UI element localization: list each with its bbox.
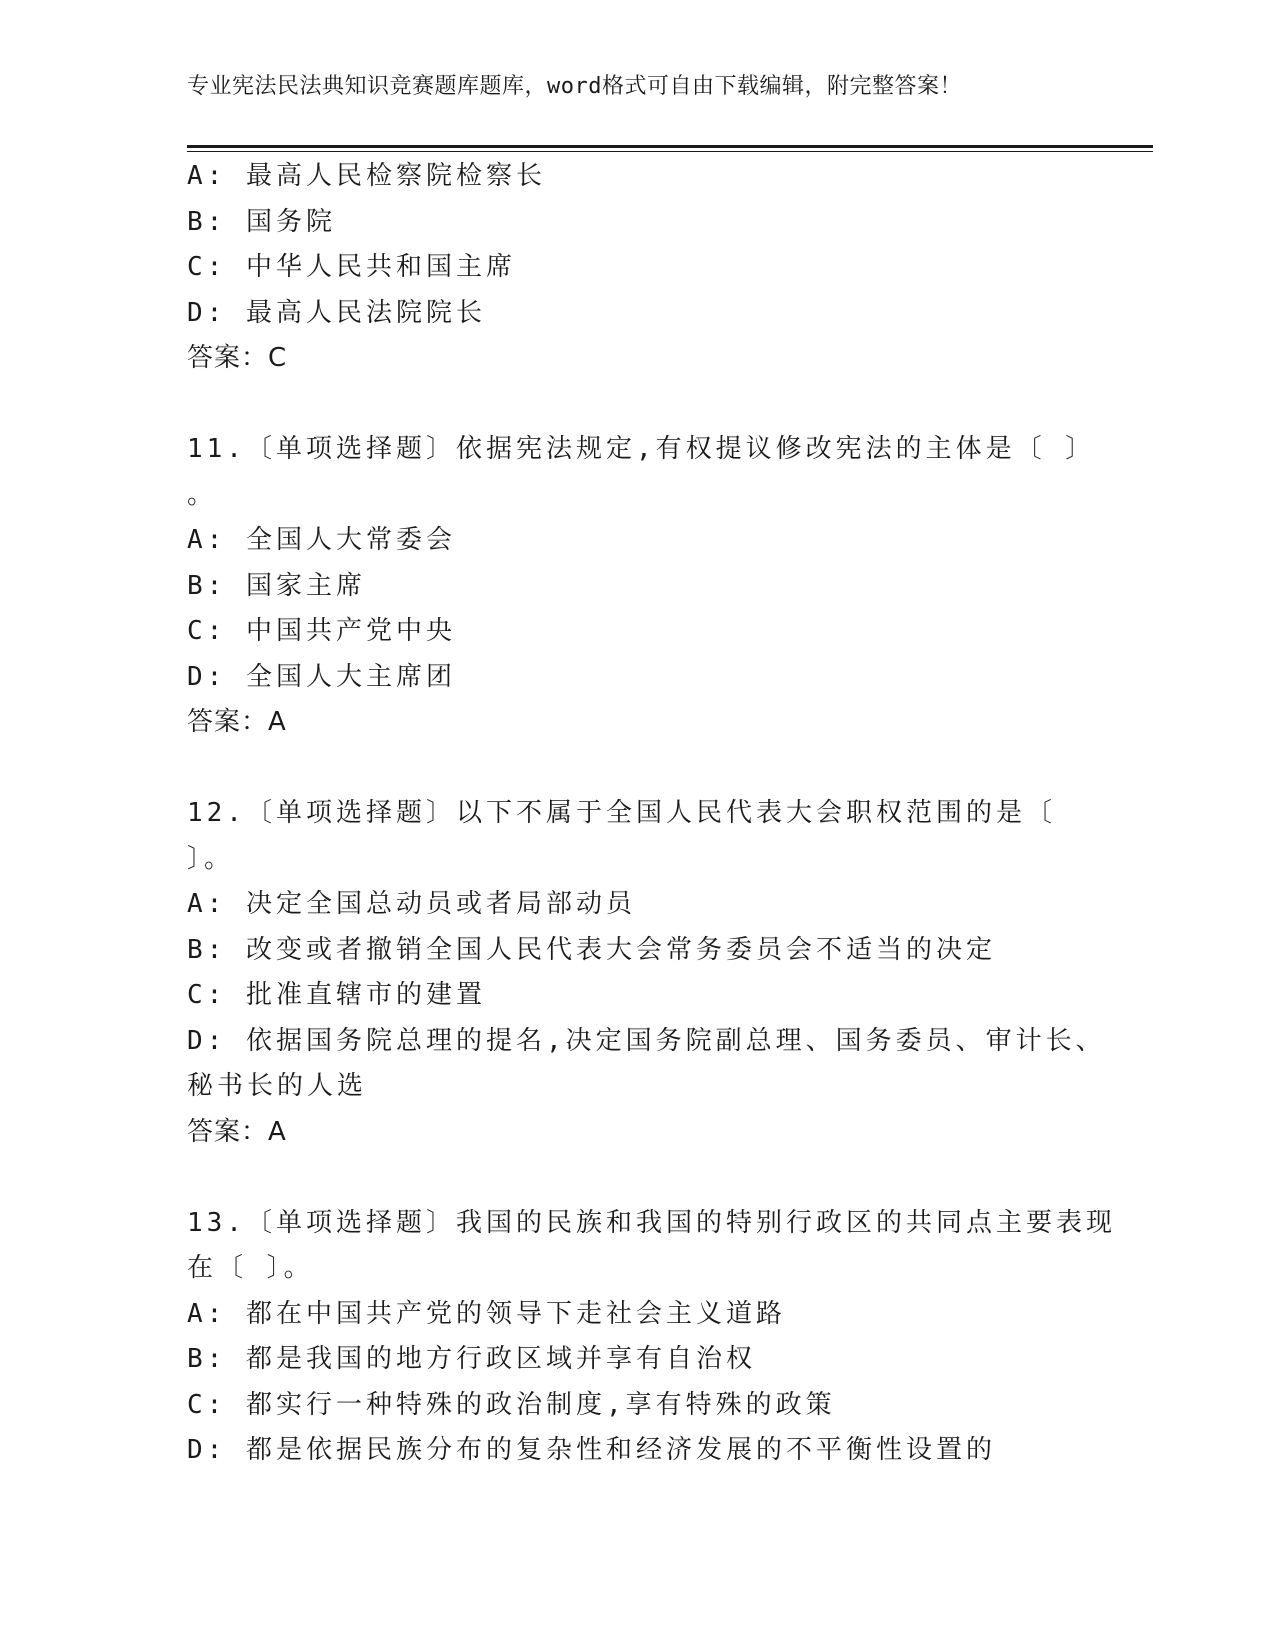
question-text-line: 12.〔单项选择题〕以下不属于全国人民代表大会职权范围的是〔 <box>187 798 1056 828</box>
option-line: B: 改变或者撤销全国人民代表大会常务委员会不适当的决定 <box>187 934 996 965</box>
option-line: D: 都是依据民族分布的复杂性和经济发展的不平衡性设置的 <box>187 1435 996 1465</box>
question-12 <box>187 791 1106 1155</box>
option-line: B: 都是我国的地方行政区域并享有自治权 <box>187 1344 756 1374</box>
document-content <box>187 154 1116 1474</box>
spacer <box>187 1155 1087 1201</box>
option-line: C: 中华人民共和国主席 <box>187 252 516 282</box>
option-line: D: 最高人民法院院长 <box>187 297 486 328</box>
option-line: C: 批准直辖市的建置 <box>187 980 486 1010</box>
question-text-line: 。 <box>187 479 218 510</box>
question-13 <box>187 1201 1116 1474</box>
answer-line: 答案：A <box>187 707 287 737</box>
question-text-line: 11.〔单项选择题〕依据宪法规定,有权提议修改宪法的主体是〔 〕 <box>187 434 1096 464</box>
answer-line: 答案：A <box>187 1116 287 1147</box>
option-line: A: 全国人大常委会 <box>187 525 456 555</box>
spacer <box>187 746 1087 792</box>
header-rule-thick <box>187 145 1153 148</box>
header-rule-thin <box>187 151 1153 152</box>
prev-question-block <box>187 154 1087 382</box>
question-text-line: 〕。 <box>187 843 235 874</box>
option-line: D: 全国人大主席团 <box>187 661 456 692</box>
option-line: A: 决定全国总动员或者局部动员 <box>187 889 636 919</box>
question-text-line: 13.〔单项选择题〕我国的民族和我国的特别行政区的共同点主要表现 <box>187 1207 1116 1238</box>
option-line: B: 国家主席 <box>187 570 366 601</box>
header-note: 专业宪法民法典知识竞赛题库题库，word格式可自由下载编辑，附完整答案！ <box>187 74 962 99</box>
option-line: B: 国务院 <box>187 206 336 237</box>
option-line: C: 都实行一种特殊的政治制度,享有特殊的政策 <box>187 1389 836 1420</box>
option-line: A: 最高人民检察院检察长 <box>187 161 546 191</box>
option-line-continued: 秘书长的人选 <box>187 1071 368 1101</box>
spacer <box>187 382 1087 428</box>
answer-line: 答案：C <box>187 343 288 373</box>
question-text-line: 在〔 〕。 <box>187 1253 314 1283</box>
option-line: C: 中国共产党中央 <box>187 616 456 646</box>
option-line: D: 依据国务院总理的提名,决定国务院副总理、国务委员、审计长、 <box>187 1025 1106 1056</box>
option-line: A: 都在中国共产党的领导下走社会主义道路 <box>187 1298 786 1329</box>
question-11 <box>187 427 1096 746</box>
